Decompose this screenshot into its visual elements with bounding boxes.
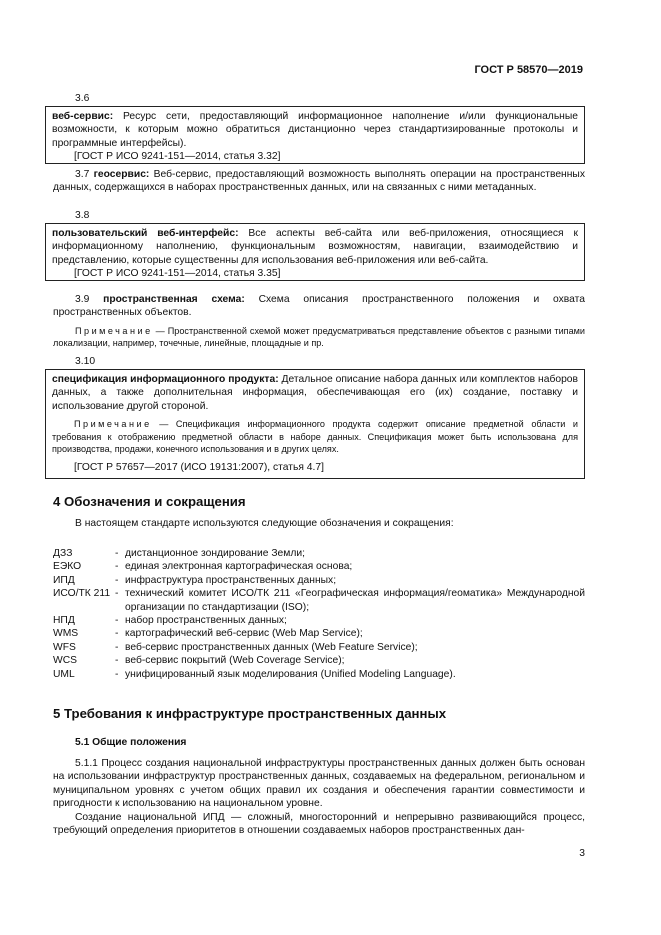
section-4-intro: В настоящем стандарте используются следующие обозначения и сокращения: xyxy=(75,518,454,529)
term-text: Схема описания пространственного положения и охвата пространственных объектов. xyxy=(53,294,585,319)
term-name: пространственная схема: xyxy=(103,294,245,305)
term-name: веб-сервис: xyxy=(52,111,114,122)
list-item: UML - унифицированный язык моделирования (Unified Modeling Language). xyxy=(53,668,456,680)
list-item: WMS - картографический веб-сервис (Web Map Service); xyxy=(53,628,363,640)
term-text: Детальное описание набора данных или комплектов наборов данных, а также дополнительная информация, обеспечивающая его (их) создание, поставку и использование другой стороной. xyxy=(52,374,578,412)
term-text: Ресурс сети, предоставляющий информационное наполнение и/или функциональные возможности, к которым можно обратиться дистанционно через стандартизированные протоколы и программные интерфейсы). xyxy=(52,111,578,149)
list-item: WFS - веб-сервис пространственных данных (Web Feature Service); xyxy=(53,641,418,653)
note-label: Примечание xyxy=(75,325,153,336)
section-5-body xyxy=(53,757,585,837)
page-number: 3 xyxy=(579,848,585,859)
term-3-7 xyxy=(53,168,585,195)
paragraph-5-1-1-cont: Создание национальной ИПД — сложный, многосторонний и непрерывно развивающийся процесс, требующий определения приоритетов в отношении создаваемых наборов пространственных дан- xyxy=(53,811,585,837)
term-note xyxy=(53,325,585,350)
term-reference: [ГОСТ Р 57657—2017 (ИСО 19131:2007), статья 4.7] xyxy=(74,462,324,473)
standard-header: ГОСТ Р 58570—2019 xyxy=(474,64,583,76)
list-item: ИПД - инфраструктура пространственных данных; xyxy=(53,574,337,586)
list-item: ДЗЗ - дистанционное зондирование Земли; xyxy=(53,548,305,559)
term-note xyxy=(52,418,578,456)
term-number-3-8: 3.8 xyxy=(75,210,90,221)
term-3-9 xyxy=(53,293,585,350)
term-definition-3-8 xyxy=(52,227,578,267)
term-reference: [ГОСТ Р ИСО 9241-151—2014, статья 3.32] xyxy=(74,151,281,163)
section-4-title: 4 Обозначения и сокращения xyxy=(53,494,246,509)
term-number-3-10: 3.10 xyxy=(75,356,96,367)
term-definition-3-10 xyxy=(52,373,578,413)
term-name: геосервис: xyxy=(93,169,150,180)
term-name: пользовательский веб-интерфейс: xyxy=(52,228,239,239)
term-box-3-6 xyxy=(45,106,585,164)
abbreviation-list xyxy=(53,547,585,681)
term-number: 3.9 xyxy=(75,294,90,305)
term-text: Веб-сервис, предоставляющий возможность выполнять операции на пространственных данных, содержащихся в наборах пространственных данных, или на связанных с ними метаданных. xyxy=(53,169,585,194)
term-reference: [ГОСТ Р ИСО 9241-151—2014, статья 3.35] xyxy=(74,268,281,280)
section-5-title: 5 Требования к инфраструктуре пространственных данных xyxy=(53,706,447,721)
note-text: — Спецификация информационного продукта содержит описание предметной области и требования к отображению предметной области в наборе данных. Спецификация может быть использована для производства, продажи, конечного использования и в других целях. xyxy=(52,419,578,455)
term-number: 3.7 xyxy=(75,169,90,180)
list-item: WCS - веб-сервис покрытий (Web Coverage Service); xyxy=(53,655,345,667)
list-item: ЕЭКО - единая электронная картографическая основа; xyxy=(53,561,353,573)
term-name: спецификация информационного продукта: xyxy=(52,374,279,385)
paragraph-5-1-1: 5.1.1 Процесс создания национальной инфраструктуры пространственных данных должен быть основан на использовании инфраструктур пространственных данных, создаваемых на федеральном, региональном и муниципальном уровнях с учетом общих правил их создания и обеспечения гарантии совместимости и пригодности к использованию на национальном уровне. xyxy=(53,758,585,810)
term-number-3-6: 3.6 xyxy=(75,93,90,104)
term-text: Все аспекты веб-сайта или веб-приложения, относящиеся к информационному наполнению, функциональным возможностям, навигации, взаимодействию и представлению, которые существенны для использования веб-приложения или веб-сайта. xyxy=(52,228,578,266)
term-definition-3-6 xyxy=(52,110,578,150)
note-text: — Пространственной схемой может предусматриваться представление объектов с разными типами локализации, например, точечные, линейные, площадные и пр. xyxy=(53,325,585,349)
term-box-3-8 xyxy=(45,223,585,281)
list-item: ИСО/ТК 211 - технический комитет ИСО/ТК 211 «Географическая информация/геоматика» Международной организации по стандартизации (ISO); xyxy=(53,588,585,613)
term-box-3-10 xyxy=(45,369,585,479)
list-item: НПД - набор пространственных данных; xyxy=(53,615,287,627)
note-label: Примечание xyxy=(74,419,152,430)
subsection-5-1-title: 5.1 Общие положения xyxy=(75,737,187,748)
